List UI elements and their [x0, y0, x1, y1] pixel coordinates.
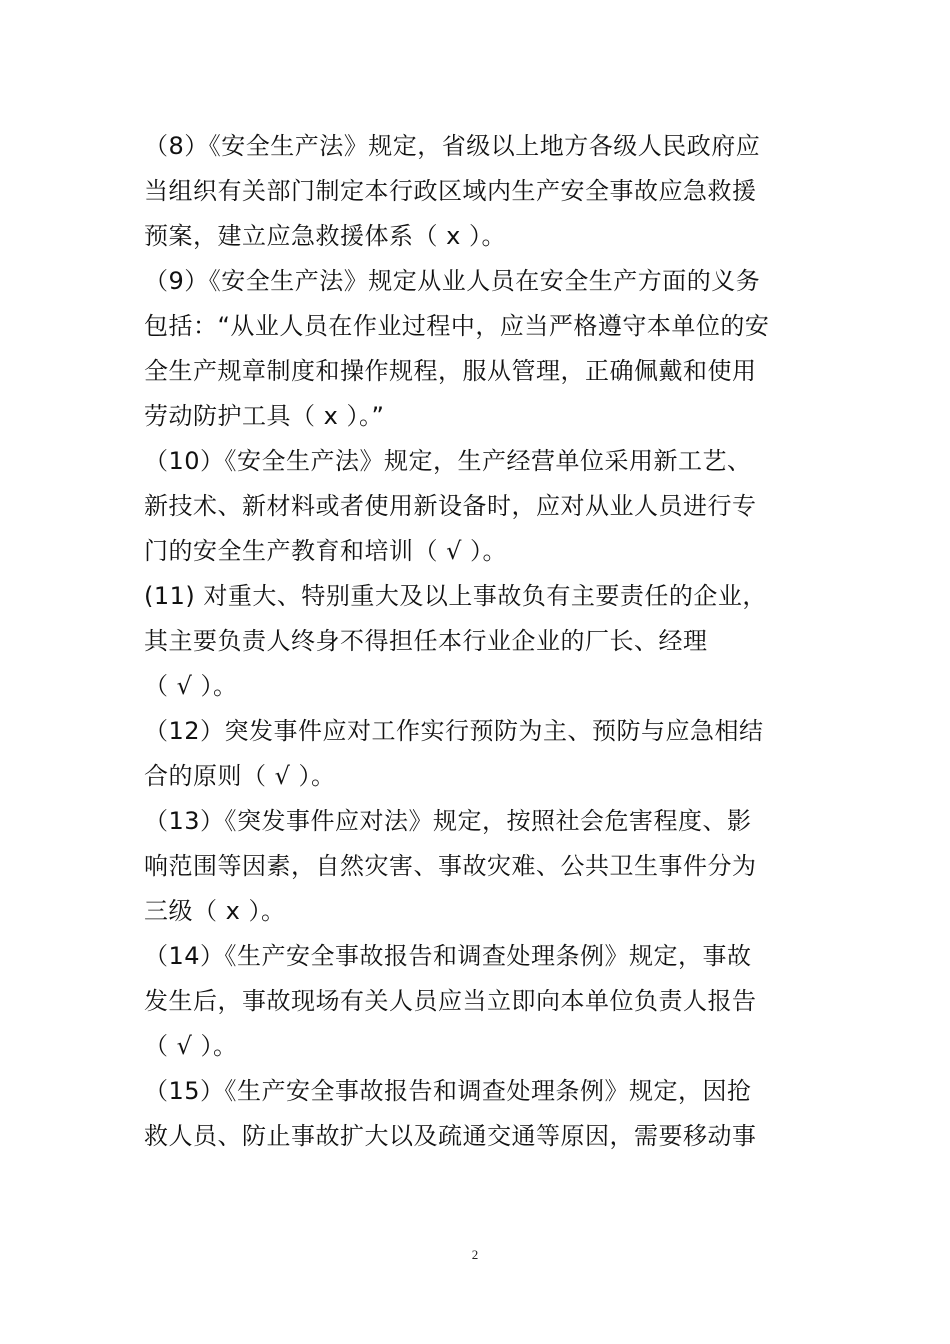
- text-line: 新技术、新材料或者使用新设备时，应对从业人员进行专: [144, 492, 757, 520]
- text-line: (11) 对重大、特别重大及以上事故负有主要责任的企业，: [144, 582, 767, 610]
- text-line: 救人员、防止事故扩大以及疏通交通等原因，需要移动事: [144, 1122, 757, 1150]
- text-line: 发生后，事故现场有关人员应当立即向本单位负责人报告: [144, 987, 757, 1015]
- text-line: 劳动防护工具（ x ）。”: [144, 402, 385, 430]
- text-line: 三级（ x ）。: [144, 897, 286, 925]
- text-line: 当组织有关部门制定本行政区域内生产安全事故应急救援: [144, 177, 757, 205]
- text-line: （ √ ）。: [144, 1032, 238, 1060]
- text-line: 合的原则（ √ ）。: [144, 762, 336, 790]
- text-line: （ √ ）。: [144, 672, 238, 700]
- text-line: 响范围等因素，自然灾害、事故灾难、公共卫生事件分为: [144, 852, 757, 880]
- text-line: （13）《突发事件应对法》规定，按照社会危害程度、影: [144, 807, 752, 835]
- text-line: （14）《生产安全事故报告和调查处理条例》规定，事故: [144, 942, 752, 970]
- text-line: （12）突发事件应对工作实行预防为主、预防与应急相结: [144, 717, 764, 745]
- text-line: 包括：“从业人员在作业过程中，应当严格遵守本单位的安: [144, 312, 770, 340]
- text-line: 全生产规章制度和操作规程，服从管理，正确佩戴和使用: [144, 357, 757, 385]
- page-number: 2: [471, 1247, 479, 1262]
- text-line: （8）《安全生产法》规定，省级以上地方各级人民政府应: [144, 132, 761, 160]
- text-line: （15）《生产安全事故报告和调查处理条例》规定，因抢: [144, 1077, 752, 1105]
- text-line: （9）《安全生产法》规定从业人员在安全生产方面的义务: [144, 267, 761, 295]
- text-line: 门的安全生产教育和培训（ √ ）。: [144, 537, 508, 565]
- text-line: 其主要负责人终身不得担任本行业企业的厂长、经理: [144, 627, 708, 655]
- text-line: （10）《安全生产法》规定，生产经营单位采用新工艺、: [144, 447, 752, 475]
- text-line: 预案，建立应急救援体系（ x ）。: [144, 222, 506, 250]
- document-body: [144, 124, 806, 1159]
